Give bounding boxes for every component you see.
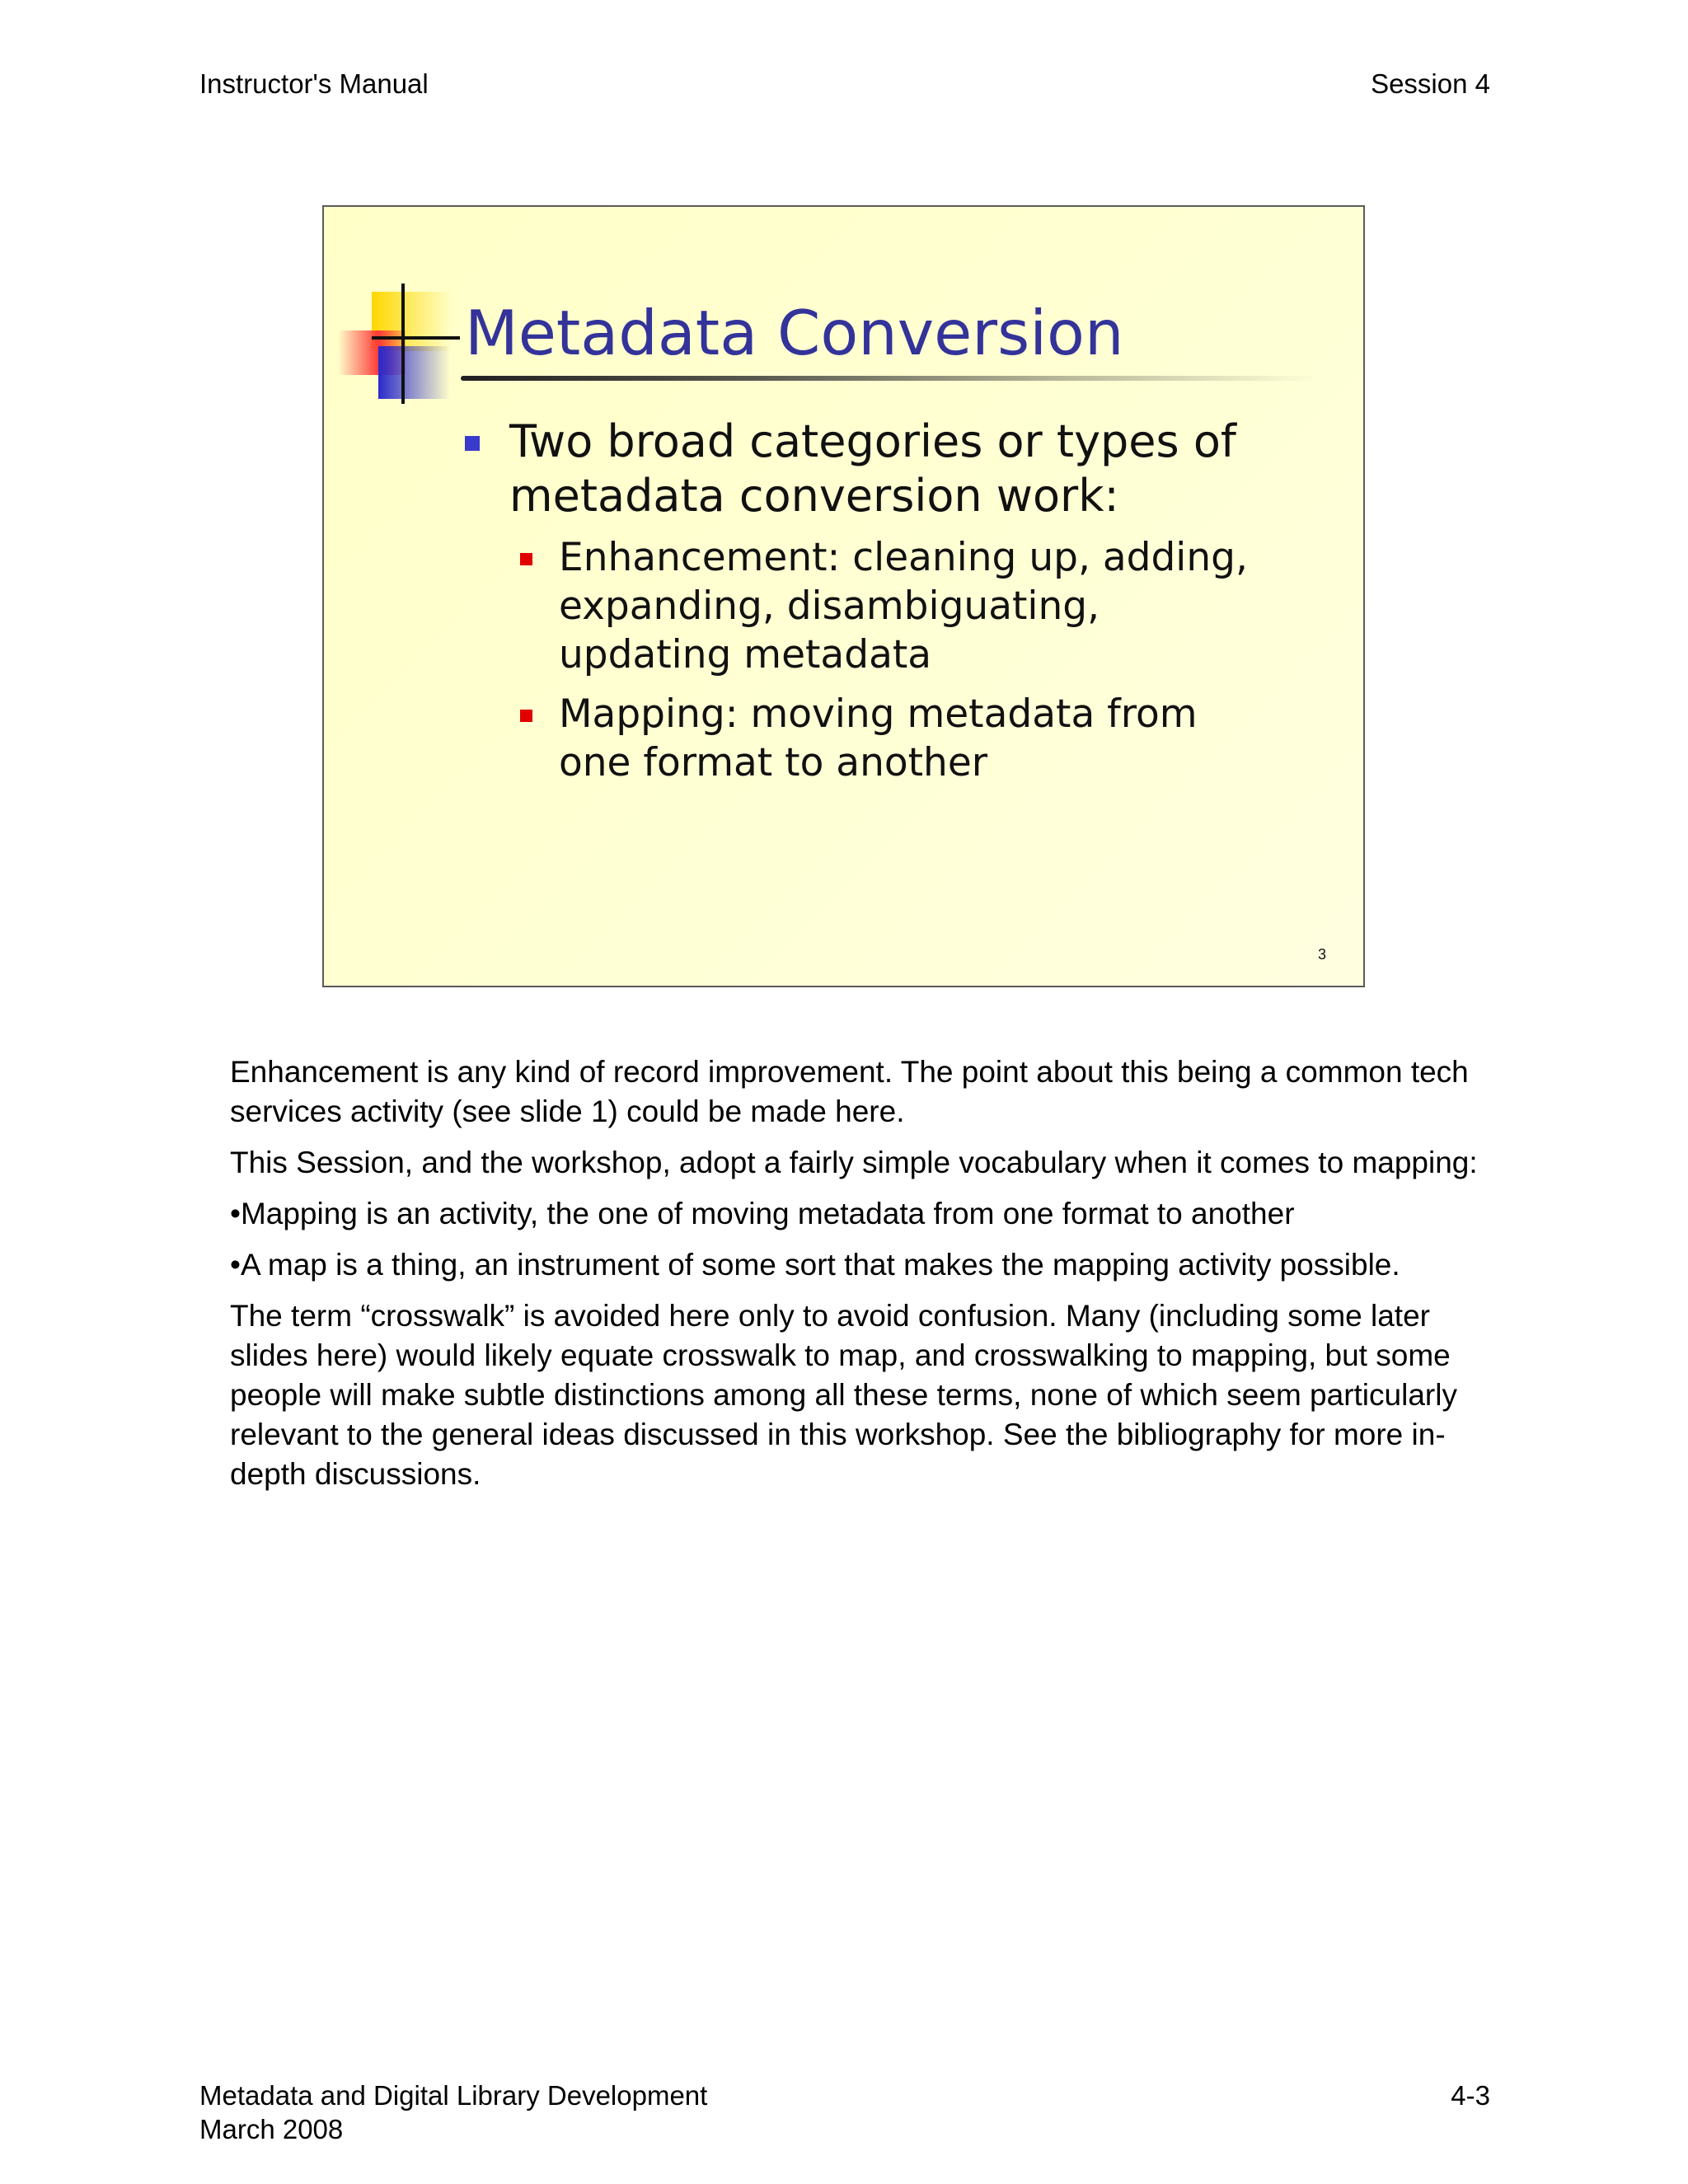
footer-course-title: Metadata and Digital Library Development: [199, 2080, 708, 2111]
instructor-notes: [230, 1052, 1491, 1506]
slide-sub-bullet: [559, 690, 1268, 787]
running-header: [199, 68, 1490, 101]
notes-paragraph: Enhancement is any kind of record improvement. The point about this being a common tech services activity (see slide 1) could be made here.: [230, 1055, 1469, 1128]
title-divider: [461, 376, 1318, 381]
running-footer: [199, 2079, 1490, 2146]
slide-title: Metadata Conversion: [465, 297, 1124, 369]
slide-number: 3: [1317, 946, 1326, 963]
notes-paragraph: The term “crosswalk” is avoided here only to avoid confusion. Many (including some later slides here) would likely equate crosswalk to map, and crosswalking to mapping, but some people will make subtle distinctions among all these terms, none of which seem particularly relevant to the general ideas discussed in this workshop. See the bibliography for more in-depth discussions.: [230, 1299, 1457, 1491]
slide-sub-bullet-text: Enhancement: cleaning up, adding, expanding, disambiguating, updating metadata: [559, 535, 1248, 677]
header-manual-title: Instructor's Manual: [199, 68, 429, 99]
slide-sub-bullet-text: Mapping: moving metadata from one format to another: [559, 691, 1198, 785]
slide-thumbnail: [322, 205, 1365, 987]
square-bullet-icon: [520, 710, 532, 722]
page-number: 4-3: [1451, 2080, 1490, 2111]
notes-paragraph: This Session, and the workshop, adopt a fairly simple vocabulary when it comes to mapping:: [230, 1146, 1478, 1179]
notes-paragraph: •A map is a thing, an instrument of some sort that makes the mapping activity possible.: [230, 1248, 1400, 1282]
footer-date: March 2008: [199, 2114, 344, 2144]
slide-logo-icon: [336, 284, 460, 407]
square-bullet-icon: [520, 553, 532, 565]
slide-bullet-text: Two broad categories or types of metadata conversion work:: [509, 415, 1236, 522]
slide-sub-bullet: [559, 533, 1268, 679]
square-bullet-icon: [465, 436, 480, 451]
footer-left: [199, 2079, 707, 2146]
notes-paragraph: •Mapping is an activity, the one of moving metadata from one format to another: [230, 1197, 1295, 1230]
header-session: Session 4: [1371, 68, 1490, 99]
slide-bullet: [509, 415, 1251, 523]
